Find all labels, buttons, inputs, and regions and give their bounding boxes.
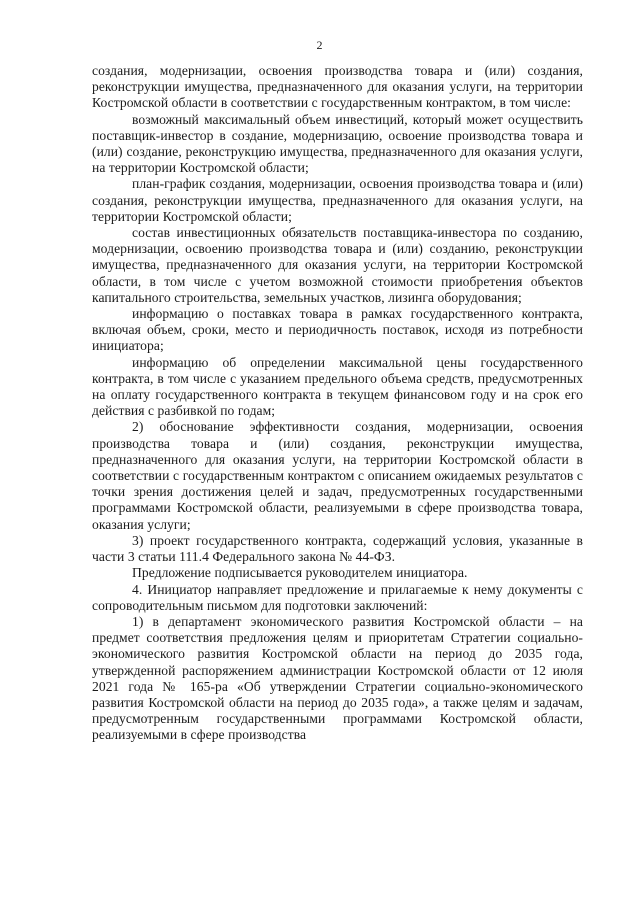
paragraph: 2) обоснование эффективности создания, модернизации, освоения производства товара и (или) создания, реконструкции имущества, предназначенного для оказания услуги, на территории Костромской области в соответствии с государственным контрактом с описанием ожидаемых результатов с точки зрения достижения целей и задач, предусмотренных государственными программами Костромской области, реализуемыми в сфере производства товара, оказания услуги;: [92, 419, 583, 532]
paragraph: возможный максимальный объем инвестиций, который может осуществить поставщик-инвестор в создание, модернизацию, освоение производства товара и (или) создание, реконструкцию имущества, предназначенного для оказания услуги, на территории Костромской области;: [92, 111, 583, 176]
paragraph: 4. Инициатор направляет предложение и прилагаемые к нему документы с сопроводительным письмом для подготовки заключений:: [92, 581, 583, 613]
paragraph: создания, модернизации, освоения производства товара и (или) создания, реконструкции имущества, предназначенного для оказания услуги, на территории Костромской области в соответствии с государственным контрактом, в том числе:: [92, 63, 583, 111]
document-body: [92, 63, 583, 744]
paragraph: 3) проект государственного контракта, содержащий условия, указанные в части 3 статьи 111.4 Федерального закона № 44-ФЗ.: [92, 532, 583, 565]
paragraph: состав инвестиционных обязательств поставщика-инвестора по созданию, модернизации, освоению производства товара и (или) созданию, реконструкции имущества, предназначенного для оказания услуги, на территории Костромской области, в том числе с учетом возможной стоимости приобретения объектов капитального строительства, земельных участков, лизинга оборудования;: [92, 225, 583, 305]
paragraph: план-график создания, модернизации, освоения производства товара и (или) создания, реконструкции имущества, предназначенного для оказания услуги, на территории Костромской области;: [92, 176, 583, 224]
paragraph: 1) в департамент экономического развития Костромской области – на предмет соответствия предложения целям и приоритетам Стратегии социально-экономического развития Костромской области на период до 2035 года, утвержденной распоряжением администрации Костромской области от 12 июля 2021 года № 165-ра «Об утверждении Стратегии социально-экономического развития Костромской области на период до 2035 года», а также целям и задачам, предусмотренным государственными программами Костромской области, реализуемыми в сфере производства: [92, 613, 583, 743]
paragraph: информацию о поставках товара в рамках государственного контракта, включая объем, сроки, место и периодичность поставок, исходя из потребности инициатора;: [92, 306, 583, 354]
page-number: 2: [316, 38, 323, 52]
paragraph: информацию об определении максимальной цены государственного контракта, в том числе с указанием предельного объема средств, предусмотренных на оплату государственного контракта в текущем финансовом году и на срок его действия с разбивкой по годам;: [92, 354, 583, 419]
paragraph: Предложение подписывается руководителем инициатора.: [132, 565, 468, 581]
